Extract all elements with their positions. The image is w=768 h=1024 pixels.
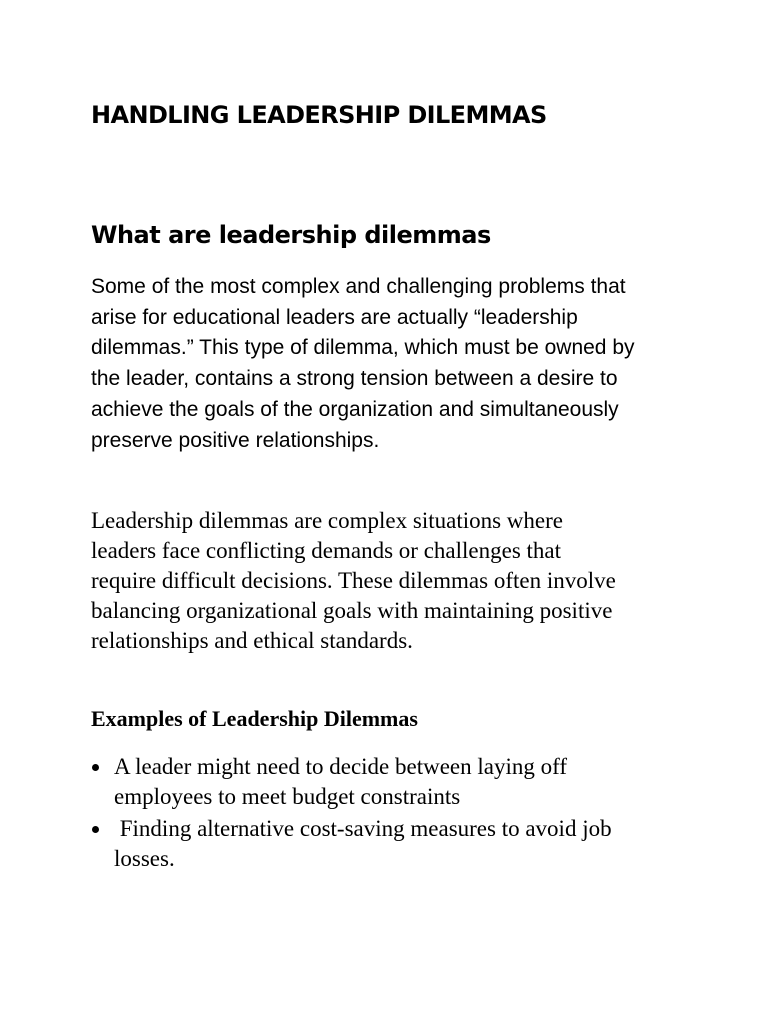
definition-paragraph [91,272,691,456]
section-heading: What are leadership dilemmas [91,221,491,249]
paragraph-line: dilemmas.” This type of dilemma, which must be owned by [91,336,635,360]
document-title: HANDLING LEADERSHIP DILEMMAS [91,101,547,129]
paragraph-line: the leader, contains a strong tension between a desire to [91,367,618,391]
paragraph-line: require difficult decisions. These dilemmas often involve [91,568,616,593]
list-item-line: Finding alternative cost-saving measures to avoid job [114,816,612,841]
paragraph-line: leaders face conflicting demands or challenges that [91,538,562,563]
list-item [91,814,711,874]
paragraph-line: arise for educational leaders are actually “leadership [91,305,578,329]
bullet-dot-icon [92,764,99,771]
examples-list [91,752,711,876]
paragraph-line: achieve the goals of the organization and simultaneously [91,397,619,421]
examples-heading: Examples of Leadership Dilemmas [91,706,418,731]
paragraph-line: Leadership dilemmas are complex situations where [91,508,563,533]
paragraph-line: balancing organizational goals with maintaining positive [91,598,613,623]
list-item-line: A leader might need to decide between laying off [114,754,568,779]
paragraph-line: Some of the most complex and challenging problems that [91,275,626,298]
list-item [91,752,711,812]
list-item-line: losses. [114,846,175,871]
paragraph-line: preserve positive relationships. [91,428,380,452]
list-item-line: employees to meet budget constraints [114,784,461,809]
description-paragraph [91,506,691,656]
paragraph-line: relationships and ethical standards. [91,628,413,653]
bullet-dot-icon [92,826,99,833]
